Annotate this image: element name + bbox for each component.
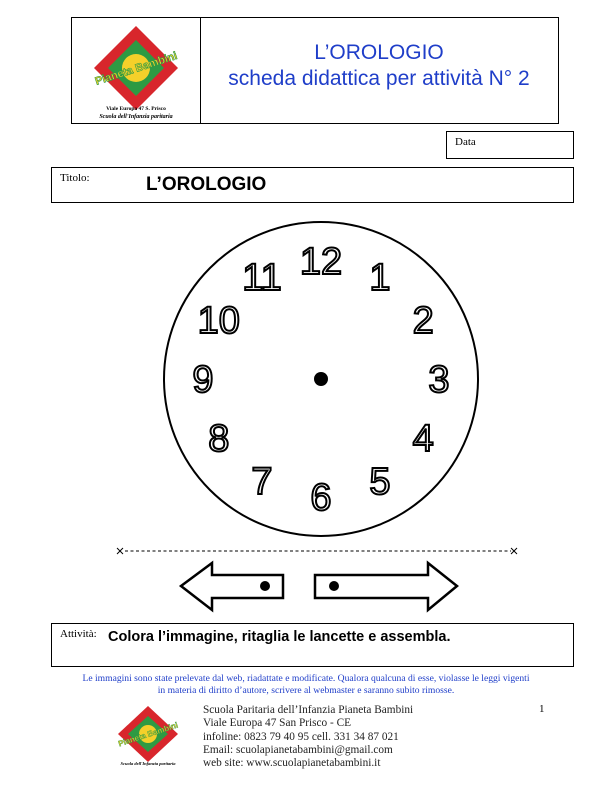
activity-value: Colora l’immagine, ritaglia le lancette e assembla. (108, 629, 451, 645)
clock-number-6: 6 (310, 477, 332, 519)
scissors-mark-left (117, 548, 123, 554)
school-contact-info (203, 704, 413, 770)
title-label: Titolo: (60, 172, 90, 184)
clock-number-8: 8 (208, 418, 230, 460)
footer-phone: infoline: 0823 79 40 95 cell. 331 34 87 021 (203, 730, 399, 743)
disclaimer-line2: in materia di diritto d’autore, scrivere al webmaster e saranno subito rimosse. (157, 685, 455, 696)
page-number: 1 (539, 703, 545, 715)
footer-address: Viale Europa 47 San Prisco - CE (203, 717, 352, 730)
clock-center-dot (314, 372, 328, 386)
clock-number-12: 12 (299, 241, 343, 283)
clock-number-2: 2 (412, 300, 434, 342)
logo-name: Pianeta Bambini (93, 50, 179, 88)
minute-hand-pivot (329, 581, 339, 591)
activity-label: Attività: (60, 628, 97, 640)
title-value: L’OROLOGIO (146, 174, 267, 195)
disclaimer-line1: Le immagini sono state prelevate dal web, riadattate e modificate. Qualora qualcuna di esse, violasse le leggi vigenti (82, 673, 530, 684)
footer-email: Email: scuolapianetabambini@gmail.com (203, 743, 393, 756)
clock-number-1: 1 (369, 256, 391, 299)
clock-number-10: 10 (197, 300, 240, 342)
worksheet-title-line1: L’OROLOGIO (314, 41, 444, 64)
activity-field (51, 623, 574, 667)
clock-number-7: 7 (251, 461, 273, 504)
clock-number-5: 5 (369, 461, 391, 504)
clock-number-4: 4 (412, 418, 434, 460)
hour-hand-pivot (260, 581, 270, 591)
footer-logo (100, 704, 196, 768)
footer-logo-name: Pianeta Bambini (117, 720, 180, 749)
copyright-disclaimer (28, 673, 584, 697)
clock-number-9: 9 (192, 359, 214, 401)
clock-number-11: 11 (242, 256, 282, 299)
footer-school-name: Scuola Paritaria dell’Infanzia Pianeta Bambini (203, 704, 414, 716)
scissors-mark-right (511, 548, 517, 554)
footer-website: web site: www.scuolapianetabambini.it (203, 757, 381, 770)
logo-address: Viale Europa 47 S. Prisco (106, 106, 166, 112)
footer-logo-subtitle: Scuola dell'Infanzia paritaria (120, 761, 176, 766)
date-label: Data (455, 136, 476, 148)
clock-number-3: 3 (428, 359, 450, 401)
worksheet-title-line2: scheda didattica per attività N° 2 (228, 67, 530, 90)
logo-subtitle: Scuola dell'Infanzia paritaria (99, 114, 173, 120)
